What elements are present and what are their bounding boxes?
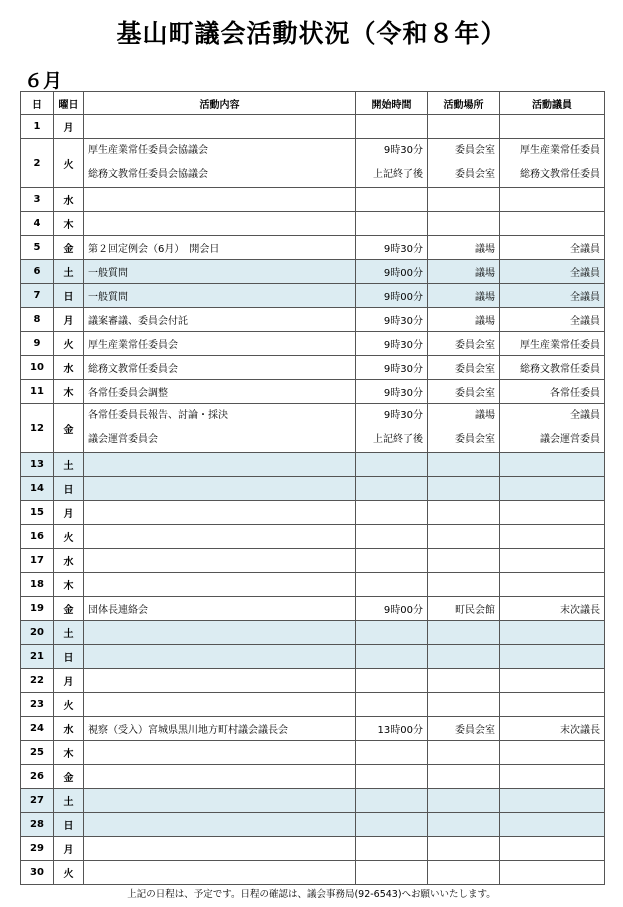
- activity-cell: [84, 645, 356, 669]
- weekday-cell: 木: [54, 212, 84, 236]
- activity-cell: [84, 549, 356, 573]
- table-row: [21, 477, 605, 501]
- header-day: 日: [21, 92, 54, 115]
- place-cell: [428, 837, 500, 861]
- time-cell: 9時30分: [356, 356, 428, 380]
- schedule-table: [20, 91, 605, 885]
- members-cell: 各常任委員: [500, 380, 605, 404]
- activity-cell: 団体長連絡会: [84, 597, 356, 621]
- members-cell: [500, 693, 605, 717]
- day-cell: 28: [21, 813, 54, 837]
- table-row: [21, 308, 605, 332]
- time-cell: [356, 404, 428, 453]
- table-row: [21, 549, 605, 573]
- place-cell-line: 委員会室: [455, 434, 495, 445]
- table-row: [21, 332, 605, 356]
- weekday-cell: 火: [54, 525, 84, 549]
- schedule-body: [21, 115, 605, 885]
- table-row: [21, 789, 605, 813]
- place-cell: 委員会室: [428, 380, 500, 404]
- activity-cell: [84, 477, 356, 501]
- weekday-cell: 日: [54, 813, 84, 837]
- activity-cell: [84, 188, 356, 212]
- footer-note: 上記の日程は、予定です。日程の確認は、議会事務局(92-6543)へお願いいたします。: [127, 889, 496, 900]
- table-row: [21, 573, 605, 597]
- weekday-cell: 水: [54, 717, 84, 741]
- activity-cell: [84, 139, 356, 188]
- activity-cell: 各常任委員会調整: [84, 380, 356, 404]
- place-cell: [428, 813, 500, 837]
- members-cell: [500, 477, 605, 501]
- activity-cell-line: 総務文教常任委員会協議会: [88, 169, 208, 180]
- day-cell: 25: [21, 741, 54, 765]
- day-cell: 14: [21, 477, 54, 501]
- members-cell: 全議員: [500, 260, 605, 284]
- place-cell: 議場: [428, 284, 500, 308]
- place-cell: [428, 477, 500, 501]
- activity-cell: [84, 741, 356, 765]
- weekday-cell: 土: [54, 453, 84, 477]
- weekday-cell: 火: [54, 693, 84, 717]
- weekday-cell: 日: [54, 284, 84, 308]
- time-cell: [356, 573, 428, 597]
- table-row: [21, 115, 605, 139]
- table-row: [21, 525, 605, 549]
- members-cell: [500, 139, 605, 188]
- time-cell: 9時30分: [356, 308, 428, 332]
- day-cell: 23: [21, 693, 54, 717]
- time-cell: 9時00分: [356, 597, 428, 621]
- members-cell: 全議員: [500, 284, 605, 308]
- table-row: [21, 645, 605, 669]
- members-cell: 総務文教常任委員: [500, 356, 605, 380]
- activity-cell: 議案審議、委員会付託: [84, 308, 356, 332]
- time-cell: [356, 645, 428, 669]
- day-cell: 26: [21, 765, 54, 789]
- table-row: [21, 717, 605, 741]
- activity-cell: 厚生産業常任委員会: [84, 332, 356, 356]
- day-cell: 12: [21, 404, 54, 453]
- time-cell: [356, 453, 428, 477]
- time-cell: [356, 861, 428, 885]
- place-cell: [428, 549, 500, 573]
- day-cell: 16: [21, 525, 54, 549]
- weekday-cell: 木: [54, 741, 84, 765]
- weekday-cell: 水: [54, 356, 84, 380]
- weekday-cell: 木: [54, 380, 84, 404]
- place-cell: [428, 139, 500, 188]
- time-cell-line: 9時30分: [383, 410, 423, 421]
- activity-cell: [84, 453, 356, 477]
- members-cell-line: 総務文教常任委員: [520, 169, 600, 180]
- activity-cell: [84, 573, 356, 597]
- place-cell: [428, 621, 500, 645]
- weekday-cell: 月: [54, 669, 84, 693]
- activity-cell: 一般質問: [84, 260, 356, 284]
- day-cell: 29: [21, 837, 54, 861]
- weekday-cell: 日: [54, 645, 84, 669]
- members-cell: [500, 789, 605, 813]
- activity-cell-line: 各常任委員長報告、討論・採決: [88, 410, 228, 421]
- members-cell: [500, 621, 605, 645]
- day-cell: 30: [21, 861, 54, 885]
- day-cell: 27: [21, 789, 54, 813]
- day-cell: 20: [21, 621, 54, 645]
- weekday-cell: 金: [54, 765, 84, 789]
- table-row: [21, 837, 605, 861]
- table-row: [21, 356, 605, 380]
- members-cell: [500, 525, 605, 549]
- time-cell: 9時00分: [356, 284, 428, 308]
- day-cell: 1: [21, 115, 54, 139]
- table-row: [21, 139, 605, 188]
- members-cell-line: 議会運営委員: [540, 434, 600, 445]
- activity-cell: [84, 525, 356, 549]
- weekday-cell: 水: [54, 549, 84, 573]
- day-cell: 7: [21, 284, 54, 308]
- members-cell: [500, 549, 605, 573]
- header-place: 活動場所: [428, 92, 500, 115]
- activity-cell: [84, 813, 356, 837]
- day-cell: 24: [21, 717, 54, 741]
- header-row: [21, 92, 605, 115]
- members-cell: [500, 501, 605, 525]
- weekday-cell: 金: [54, 597, 84, 621]
- activity-cell: [84, 693, 356, 717]
- members-cell: [500, 645, 605, 669]
- place-cell: [428, 741, 500, 765]
- month-heading: ６月: [24, 70, 63, 92]
- members-cell-line: 厚生産業常任委員: [520, 145, 600, 156]
- day-cell: 4: [21, 212, 54, 236]
- activity-cell: 総務文教常任委員会: [84, 356, 356, 380]
- members-cell: [500, 404, 605, 453]
- time-cell: [356, 477, 428, 501]
- weekday-cell: 月: [54, 115, 84, 139]
- activity-cell: 一般質問: [84, 284, 356, 308]
- place-cell-line: 議場: [475, 410, 495, 421]
- time-cell: [356, 741, 428, 765]
- members-cell: [500, 115, 605, 139]
- members-cell: [500, 765, 605, 789]
- time-cell: 9時30分: [356, 332, 428, 356]
- place-cell: [428, 501, 500, 525]
- place-cell: [428, 645, 500, 669]
- members-cell: [500, 741, 605, 765]
- table-row: [21, 212, 605, 236]
- weekday-cell: 月: [54, 837, 84, 861]
- weekday-cell: 火: [54, 861, 84, 885]
- time-cell: [356, 813, 428, 837]
- table-row: [21, 284, 605, 308]
- time-cell: [356, 212, 428, 236]
- time-cell: [356, 693, 428, 717]
- members-cell: [500, 669, 605, 693]
- time-cell: [356, 139, 428, 188]
- activity-cell: 視察（受入）宮城県黒川地方町村議会議長会: [84, 717, 356, 741]
- day-cell: 5: [21, 236, 54, 260]
- weekday-cell: 月: [54, 501, 84, 525]
- time-cell-line: 上記終了後: [373, 434, 423, 445]
- time-cell: [356, 837, 428, 861]
- place-cell: 議場: [428, 236, 500, 260]
- time-cell: [356, 115, 428, 139]
- weekday-cell: 日: [54, 477, 84, 501]
- time-cell: [356, 669, 428, 693]
- day-cell: 8: [21, 308, 54, 332]
- time-cell: 13時00分: [356, 717, 428, 741]
- time-cell: 9時30分: [356, 380, 428, 404]
- time-cell: [356, 188, 428, 212]
- members-cell: [500, 861, 605, 885]
- table-row: [21, 236, 605, 260]
- time-cell: [356, 789, 428, 813]
- day-cell: 9: [21, 332, 54, 356]
- activity-cell: [84, 501, 356, 525]
- header-start-time: 開始時間: [356, 92, 428, 115]
- time-cell: [356, 621, 428, 645]
- table-row: [21, 813, 605, 837]
- day-cell: 22: [21, 669, 54, 693]
- members-cell: 全議員: [500, 236, 605, 260]
- place-cell: [428, 861, 500, 885]
- activity-cell-line: 議会運営委員会: [88, 434, 158, 445]
- place-cell: [428, 212, 500, 236]
- header-members: 活動議員: [500, 92, 605, 115]
- time-cell-line: 上記終了後: [373, 169, 423, 180]
- table-row: [21, 597, 605, 621]
- members-cell: 全議員: [500, 308, 605, 332]
- members-cell: [500, 573, 605, 597]
- day-cell: 19: [21, 597, 54, 621]
- members-cell: [500, 837, 605, 861]
- time-cell: 9時00分: [356, 260, 428, 284]
- day-cell: 10: [21, 356, 54, 380]
- members-cell: 厚生産業常任委員: [500, 332, 605, 356]
- time-cell: [356, 765, 428, 789]
- day-cell: 6: [21, 260, 54, 284]
- table-row: [21, 765, 605, 789]
- weekday-cell: 火: [54, 332, 84, 356]
- weekday-cell: 金: [54, 404, 84, 453]
- place-cell-line: 委員会室: [455, 145, 495, 156]
- weekday-cell: 土: [54, 260, 84, 284]
- place-cell: [428, 115, 500, 139]
- table-row: [21, 693, 605, 717]
- weekday-cell: 土: [54, 789, 84, 813]
- place-cell: [428, 573, 500, 597]
- weekday-cell: 月: [54, 308, 84, 332]
- time-cell: [356, 549, 428, 573]
- activity-cell: [84, 861, 356, 885]
- day-cell: 15: [21, 501, 54, 525]
- table-row: [21, 380, 605, 404]
- table-row: [21, 404, 605, 453]
- place-cell: [428, 453, 500, 477]
- day-cell: 3: [21, 188, 54, 212]
- activity-cell: [84, 669, 356, 693]
- weekday-cell: 土: [54, 621, 84, 645]
- members-cell-line: 全議員: [570, 410, 600, 421]
- header-weekday: 曜日: [54, 92, 84, 115]
- time-cell: [356, 525, 428, 549]
- activity-cell: [84, 212, 356, 236]
- activity-cell: 第２回定例会（6月） 開会日: [84, 236, 356, 260]
- members-cell: 末次議長: [500, 597, 605, 621]
- place-cell: [428, 765, 500, 789]
- table-row: [21, 669, 605, 693]
- members-cell: 末次議長: [500, 717, 605, 741]
- place-cell: 委員会室: [428, 332, 500, 356]
- time-cell: 9時30分: [356, 236, 428, 260]
- activity-cell-line: 厚生産業常任委員会協議会: [88, 145, 208, 156]
- time-cell-line: 9時30分: [383, 145, 423, 156]
- weekday-cell: 木: [54, 573, 84, 597]
- day-cell: 17: [21, 549, 54, 573]
- place-cell-line: 委員会室: [455, 169, 495, 180]
- place-cell: 委員会室: [428, 717, 500, 741]
- place-cell: [428, 525, 500, 549]
- members-cell: [500, 212, 605, 236]
- table-row: [21, 741, 605, 765]
- place-cell: 委員会室: [428, 356, 500, 380]
- place-cell: 町民会館: [428, 597, 500, 621]
- place-cell: [428, 789, 500, 813]
- day-cell: 2: [21, 139, 54, 188]
- activity-cell: [84, 404, 356, 453]
- table-row: [21, 861, 605, 885]
- activity-cell: [84, 765, 356, 789]
- header-activity: 活動内容: [84, 92, 356, 115]
- table-row: [21, 621, 605, 645]
- place-cell: [428, 669, 500, 693]
- table-row: [21, 260, 605, 284]
- table-row: [21, 501, 605, 525]
- members-cell: [500, 813, 605, 837]
- table-row: [21, 188, 605, 212]
- time-cell: [356, 501, 428, 525]
- page-title: 基山町議会活動状況（令和８年）: [116, 19, 507, 48]
- activity-cell: [84, 621, 356, 645]
- day-cell: 11: [21, 380, 54, 404]
- activity-cell: [84, 115, 356, 139]
- members-cell: [500, 453, 605, 477]
- day-cell: 13: [21, 453, 54, 477]
- place-cell: 議場: [428, 260, 500, 284]
- place-cell: [428, 693, 500, 717]
- activity-cell: [84, 789, 356, 813]
- place-cell: 議場: [428, 308, 500, 332]
- members-cell: [500, 188, 605, 212]
- day-cell: 18: [21, 573, 54, 597]
- weekday-cell: 水: [54, 188, 84, 212]
- place-cell: [428, 404, 500, 453]
- weekday-cell: 金: [54, 236, 84, 260]
- place-cell: [428, 188, 500, 212]
- weekday-cell: 火: [54, 139, 84, 188]
- activity-cell: [84, 837, 356, 861]
- table-row: [21, 453, 605, 477]
- day-cell: 21: [21, 645, 54, 669]
